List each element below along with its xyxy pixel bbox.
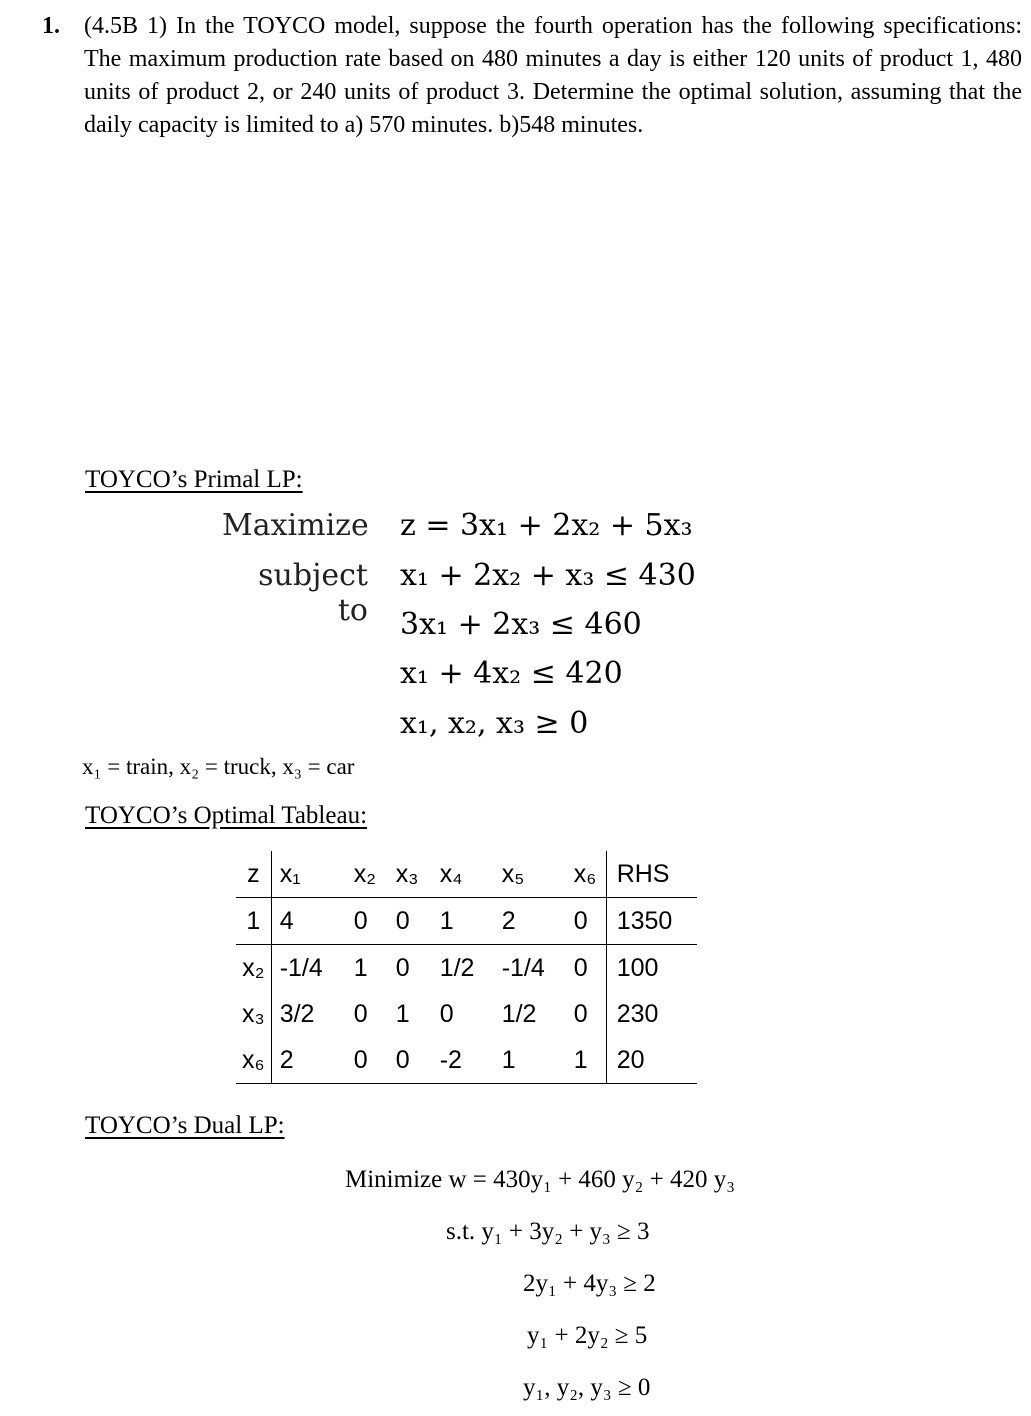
dual-objective: Minimize w = 430y₁ + 460 y₂ + 420 y₃ — [345, 1166, 735, 1193]
tableau-cell: -1/4 — [279, 953, 323, 982]
primal-constraint: x₁ + 2x₂ + x₃ ≤ 430 — [400, 558, 696, 593]
maximize-label: Maximize — [222, 508, 369, 543]
tableau-header-cell: x₃ — [390, 851, 432, 898]
tableau-cell: 1/2 — [501, 999, 537, 1028]
tableau-cell: 0 — [390, 1037, 432, 1084]
tableau-cell: 100 — [606, 945, 697, 992]
primal-constraint: x₁ + 4x₂ ≤ 420 — [400, 656, 623, 691]
tableau-cell: 1/2 — [439, 953, 475, 982]
problem-statement — [42, 10, 1022, 142]
problem-number: 1. — [42, 13, 60, 39]
variable-definitions: x₁ = train, x₂ = truck, x₃ = car — [82, 754, 355, 779]
dual-constraint: s.t. y₁ + 3y₂ + y₃ ≥ 3 — [446, 1218, 650, 1245]
tableau-cell: -2 — [432, 1037, 494, 1084]
subject-to-label: subject to — [258, 558, 368, 628]
tableau-cell: 0 — [353, 999, 368, 1028]
tableau-cell: -1/4 — [501, 953, 545, 982]
tableau-cell: 0 — [566, 898, 607, 945]
optimal-tableau — [236, 851, 697, 1084]
tableau-cell: 1 — [566, 1037, 607, 1084]
tableau-cell: 0 — [573, 953, 588, 982]
tableau-header-row — [236, 851, 697, 898]
primal-lp-heading: TOYCO’s Primal LP: — [85, 466, 303, 493]
tableau-cell: 0 — [348, 898, 390, 945]
tableau-row — [236, 898, 697, 945]
tableau-cell: 0 — [573, 999, 588, 1028]
primal-objective: z = 3x₁ + 2x₂ + 5x₃ — [400, 508, 693, 543]
primal-constraint: 3x₁ + 2x₃ ≤ 460 — [400, 607, 642, 642]
primal-nonnegativity: x₁, x₂, x₃ ≥ 0 — [400, 706, 589, 741]
tableau-cell: x₃ — [236, 991, 271, 1037]
tableau-header-cell: RHS — [606, 851, 697, 898]
tableau-header-cell: x₆ — [566, 851, 607, 898]
optimal-tableau-heading: TOYCO’s Optimal Tableau: — [85, 802, 368, 829]
tableau-cell: 1 — [236, 898, 271, 945]
dual-lp-heading: TOYCO’s Dual LP: — [85, 1112, 285, 1139]
tableau-cell: 4 — [271, 898, 348, 945]
tableau-cell: 1 — [432, 898, 494, 945]
tableau-header-cell: x₄ — [432, 851, 494, 898]
tableau-header-cell: z — [236, 851, 271, 898]
dual-nonnegativity: y₁, y₂, y₃ ≥ 0 — [523, 1374, 651, 1401]
tableau-cell: 1 — [353, 953, 368, 982]
dual-constraint: 2y₁ + 4y₃ ≥ 2 — [523, 1270, 656, 1297]
dual-constraint: y₁ + 2y₂ ≥ 5 — [527, 1322, 648, 1349]
tableau-cell: 1350 — [606, 898, 697, 945]
tableau-header-cell: x₂ — [348, 851, 390, 898]
tableau-cell: 3/2 — [279, 999, 315, 1028]
tableau-cell: 2 — [271, 1037, 348, 1084]
tableau-cell: 0 — [390, 898, 432, 945]
tableau-cell: 1 — [395, 999, 410, 1028]
tableau-header-cell: x₅ — [494, 851, 566, 898]
tableau-cell: 0 — [439, 999, 454, 1028]
tableau-cell: x₆ — [236, 1037, 271, 1084]
tableau-cell: x₂ — [236, 945, 271, 992]
tableau-row — [236, 945, 697, 992]
tableau-cell: 20 — [606, 1037, 697, 1084]
tableau-cell: 0 — [348, 1037, 390, 1084]
tableau-cell: 0 — [395, 953, 410, 982]
tableau-row — [236, 1037, 697, 1084]
tableau-row — [236, 991, 697, 1037]
tableau-cell: 230 — [606, 991, 697, 1037]
problem-text: (4.5B 1) In the TOYCO model, suppose the fourth operation has the following specifications: The maximum production rate based on 480 minutes a day is either 120 units of product 1, 480 units of product 2, or 240 units of product 3. Determine the optimal solution, assuming that the daily capacity is limited to a) 570 minutes. b)548 minutes. — [84, 13, 1022, 138]
tableau-cell: 1 — [494, 1037, 566, 1084]
tableau-cell: 2 — [494, 898, 566, 945]
tableau-header-cell: x₁ — [271, 851, 348, 898]
